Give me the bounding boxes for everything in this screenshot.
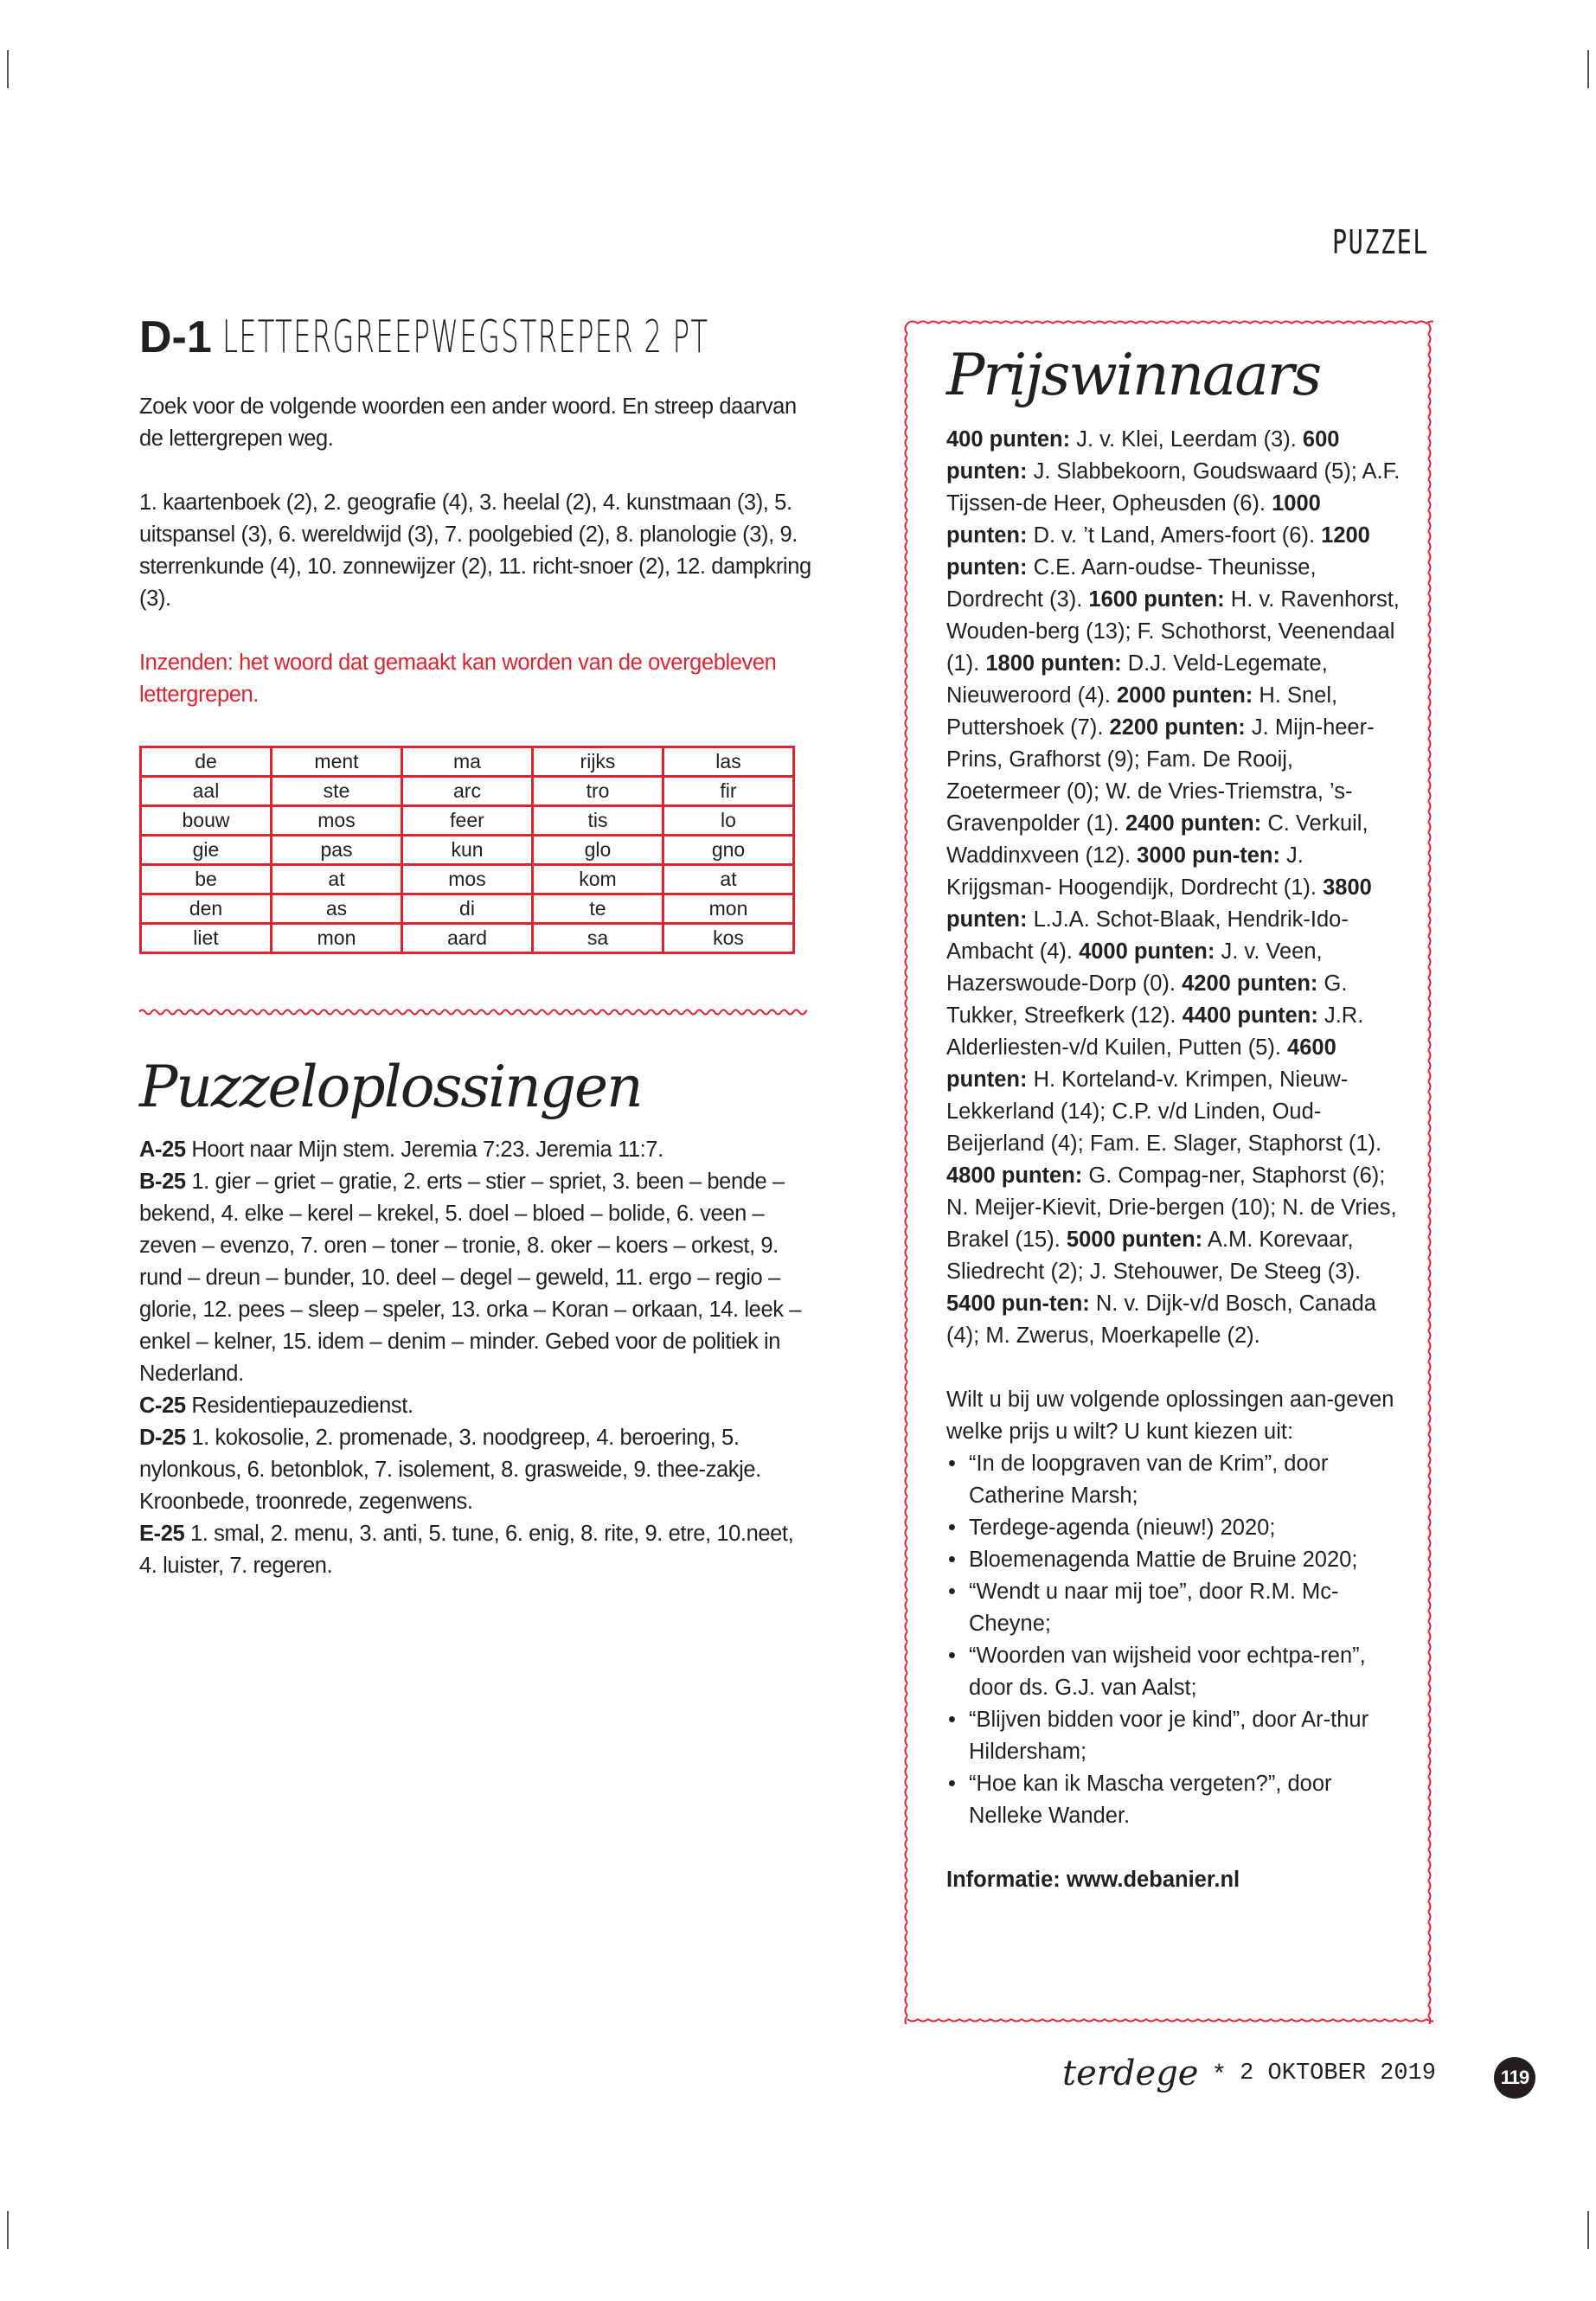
grid-cell: sa (533, 924, 663, 953)
grid-cell: mon (272, 924, 402, 953)
section-label: PUZZEL (1332, 223, 1429, 261)
grid-cell: rijks (533, 747, 663, 777)
prize-option: • “Wendt u naar mij toe”, door R.M. Mc-Cheyne; (946, 1576, 1405, 1640)
grid-row (141, 747, 794, 777)
winner-points: 400 punten: (946, 427, 1071, 452)
winner-points: 600 punten: (946, 427, 1340, 484)
grid-cell: kun (402, 836, 533, 865)
grid-row (141, 894, 794, 924)
prize-options (946, 1448, 1405, 1832)
winner-points: 3000 pun-ten: (1137, 843, 1280, 868)
winner-names: D.J. Veld-Legemate, Nieuweroord (4). (946, 651, 1328, 708)
grid-cell: aard (402, 924, 533, 953)
winner-points: 5000 punten: (1066, 1227, 1203, 1252)
solutions-list (139, 1134, 814, 1582)
asterisk-icon: * (1214, 2059, 1225, 2087)
winner-points: 2200 punten: (1109, 715, 1246, 740)
grid-cell: aal (141, 777, 272, 806)
grid-cell: ment (272, 747, 402, 777)
solution-code: D-25 (139, 1426, 186, 1450)
page-number: 119 (1494, 2057, 1535, 2099)
prize-option: • “Woorden van wijsheid voor echtpa-ren”, door ds. G.J. van Aalst; (946, 1640, 1405, 1704)
grid-cell: bouw (141, 806, 272, 836)
grid-row (141, 806, 794, 836)
grid-cell: te (533, 894, 663, 924)
puzzle-code: D-1 (139, 312, 212, 362)
winner-points: 4400 punten: (1182, 1003, 1318, 1028)
winner-points: 1800 punten: (985, 651, 1122, 676)
winner-names: A.M. Korevaar, Sliedrecht (2); J. Stehouwer, De Steeg (3). (946, 1227, 1362, 1284)
solution-item (139, 1518, 814, 1582)
solution-text: 1. kokosolie, 2. promenade, 3. noodgreep, 4. beroering, 5. nylonkous, 6. betonblok, 7. isolement, 8. grasweide, 9. thee-zakje. Kroonbede, troonrede, zegenwens. (139, 1426, 761, 1514)
grid-cell: be (141, 865, 272, 894)
grid-cell: at (272, 865, 402, 894)
submit-instruction: Inzenden: het woord dat gemaakt kan worden van de overgebleven lettergrepen. (139, 651, 777, 707)
solutions-title: Puzzeloplossingen (139, 1054, 642, 1120)
winner-points: 4200 punten: (1182, 971, 1318, 996)
grid-cell: de (141, 747, 272, 777)
info-link[interactable]: Informatie: www.debanier.nl (946, 1868, 1240, 1892)
grid-cell: liet (141, 924, 272, 953)
puzzle-name: LETTERGREEPWEGSTREPER 2 PT (221, 311, 709, 363)
winner-names: G. Compag-ner, Staphorst (6); N. Meijer-Kievit, Drie-bergen (10); N. de Vries, Brakel (15). (946, 1163, 1397, 1252)
left-column (139, 311, 814, 1582)
wavy-divider (139, 1006, 807, 1018)
prize-winners-title: Prijswinnaars (946, 342, 1321, 408)
solution-code: C-25 (139, 1394, 186, 1418)
solution-item (139, 1390, 814, 1422)
grid-row (141, 836, 794, 865)
winner-points: 4000 punten: (1079, 939, 1215, 964)
solution-item (139, 1166, 814, 1390)
prize-choice-intro: Wilt u bij uw volgende oplossingen aan-geven welke prijs u wilt? U kunt kiezen uit: (946, 1388, 1394, 1444)
prize-column (946, 339, 1405, 1896)
solution-code: E-25 (139, 1522, 185, 1546)
winner-names: H. v. Ravenhorst, Wouden-berg (13); F. Schothorst, Veenendaal (1). (946, 587, 1400, 676)
solution-text: 1. smal, 2. menu, 3. anti, 5. tune, 6. enig, 8. rite, 9. etre, 10.neet, 4. luister, 7. regeren. (139, 1522, 794, 1578)
grid-cell: di (402, 894, 533, 924)
solution-item (139, 1134, 814, 1166)
winner-points: 1600 punten: (1088, 587, 1225, 612)
crop-mark (7, 50, 9, 88)
puzzle-intro: Zoek voor de volgende woorden een ander woord. En streep daarvan de lettergrepen weg. (139, 394, 797, 451)
grid-cell: mos (402, 865, 533, 894)
grid-row (141, 865, 794, 894)
winner-names: H. Korteland-v. Krimpen, Nieuw-Lekkerland (14); C.P. v/d Linden, Oud-Beijerland (4); Fam. E. Slager, Staphorst (1). (946, 1067, 1382, 1156)
grid-cell: mon (663, 894, 794, 924)
winner-names: N. v. Dijk-v/d Bosch, Canada (4); M. Zwerus, Moerkapelle (2). (946, 1292, 1376, 1348)
winner-names: H. Snel, Puttershoek (7). (946, 683, 1338, 740)
solution-text: Residentiepauzedienst. (185, 1394, 413, 1418)
grid-cell: den (141, 894, 272, 924)
grid-cell: gno (663, 836, 794, 865)
prize-option: • “Hoe kan ik Mascha vergeten?”, door Nelleke Wander. (946, 1768, 1405, 1832)
winner-names: C.E. Aarn-oudse- Theunisse, Dordrecht (3). (946, 555, 1317, 612)
winner-points: 3800 punten: (946, 875, 1372, 932)
solution-code: A-25 (139, 1138, 186, 1162)
grid-cell: fir (663, 777, 794, 806)
winner-names: L.J.A. Schot-Blaak, Hendrik-Ido-Ambacht (4). (946, 907, 1349, 964)
winner-entry (946, 1292, 1376, 1348)
winner-names: G. Tukker, Streefkerk (12). (946, 971, 1348, 1028)
magazine-logo: terdege (1062, 2054, 1199, 2093)
grid-cell: tro (533, 777, 663, 806)
grid-cell: las (663, 747, 794, 777)
prize-option: • “In de loopgraven van de Krim”, door Catherine Marsh; (946, 1448, 1405, 1512)
grid-row (141, 777, 794, 806)
winner-points: 2400 punten: (1125, 811, 1262, 836)
grid-cell: gie (141, 836, 272, 865)
winner-points: 2000 punten: (1117, 683, 1253, 708)
prize-option: • “Blijven bidden voor je kind”, door Ar-thur Hildersham; (946, 1704, 1405, 1768)
prize-choice (946, 1384, 1405, 1832)
solution-text: Hoort naar Mijn stem. Jeremia 7:23. Jeremia 11:7. (185, 1138, 663, 1162)
winner-points: 5400 pun-ten: (946, 1292, 1090, 1316)
winner-names: C. Verkuil, Waddinxveen (12). (946, 811, 1368, 868)
crop-mark (7, 2211, 9, 2249)
footer (1062, 2054, 1436, 2093)
winner-names: J. v. Klei, Leerdam (3). (1076, 427, 1297, 452)
grid-cell: mos (272, 806, 402, 836)
winner-points: 4600 punten: (946, 1035, 1336, 1092)
solution-item (139, 1422, 814, 1518)
winner-points: 4800 punten: (946, 1163, 1083, 1188)
grid-cell: glo (533, 836, 663, 865)
puzzle-word-list: 1. kaartenboek (2), 2. geografie (4), 3. heelal (2), 4. kunstmaan (3), 5. uitspansel (3), 6. wereldwijd (3), 7. poolgebied (2), 8. planologie (3), 9. sterrenkunde (4), 10. zonnewijzer (2), 11. richt-snoer (2), 12. dampkring (3). (139, 490, 811, 611)
issue-date: 2 OKTOBER 2019 (1240, 2061, 1436, 2086)
winner-points: 1200 punten: (946, 523, 1370, 580)
winner-entry (946, 427, 1297, 452)
winners-list (946, 424, 1405, 1352)
winner-names: J. Slabbekoorn, Goudswaard (5); A.F. Tijssen-de Heer, Opheusden (6). (946, 459, 1401, 516)
grid-cell: kom (533, 865, 663, 894)
grid-cell: ma (402, 747, 533, 777)
grid-cell: lo (663, 806, 794, 836)
prize-option: • Bloemenagenda Mattie de Bruine 2020; (946, 1544, 1405, 1576)
puzzle-title (139, 311, 814, 365)
grid-row (141, 924, 794, 953)
winner-names: J. Mijn-heer-Prins, Grafhorst (9); Fam. De Rooij, Zoetermeer (0); W. de Vries-Triemstra, ’s-Gravenpolder (1). (946, 715, 1375, 836)
crop-mark (1587, 50, 1589, 88)
grid-cell: as (272, 894, 402, 924)
prize-option: • Terdege-agenda (nieuw!) 2020; (946, 1512, 1405, 1544)
winner-names: J. v. Veen, Hazerswoude-Dorp (0). (946, 939, 1323, 996)
solution-code: B-25 (139, 1170, 186, 1194)
syllable-grid (139, 746, 795, 954)
winner-names: J. Krijgsman- Hoogendijk, Dordrecht (1). (946, 843, 1317, 900)
crop-mark (1587, 2211, 1589, 2249)
grid-cell: feer (402, 806, 533, 836)
grid-cell: kos (663, 924, 794, 953)
grid-cell: at (663, 865, 794, 894)
winner-names: J.R. Alderliesten-v/d Kuilen, Putten (5). (946, 1003, 1364, 1060)
solution-text: 1. gier – griet – gratie, 2. erts – stier – spriet, 3. been – bende – bekend, 4. elke – kerel – krekel, 5. doel – bloed – bolide, 6. veen – zeven – evenzo, 7. oren – toner – tronie, 8. oker – koers – orkest, 9. rund – dreun – bunder, 10. deel – degel – geweld, 11. ergo – regio – glorie, 12. pees – sleep – speler, 13. orka – Koran – orkaan, 14. leek – enkel – kelner, 15. idem – denim – minder. Gebed voor de politiek in Nederland. (139, 1170, 802, 1386)
winner-names: D. v. ’t Land, Amers-foort (6). (1033, 523, 1316, 548)
grid-cell: ste (272, 777, 402, 806)
grid-cell: pas (272, 836, 402, 865)
winner-points: 1000 punten: (946, 491, 1321, 548)
grid-cell: arc (402, 777, 533, 806)
grid-cell: tis (533, 806, 663, 836)
